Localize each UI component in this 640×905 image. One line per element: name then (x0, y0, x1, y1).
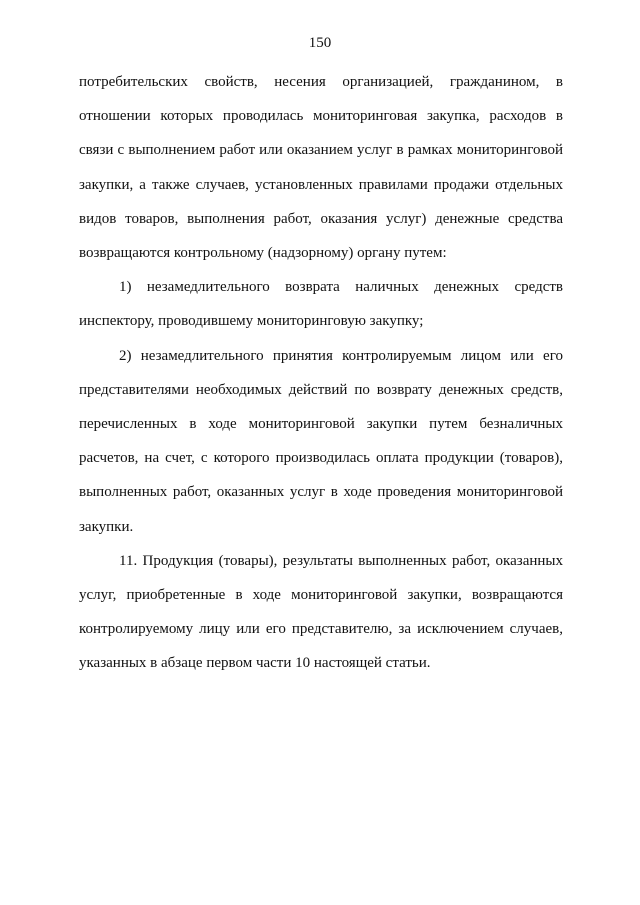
paragraph-section-11: 11. Продукция (товары), результаты выполненных работ, оказанных услуг, приобретенные в ходе мониторинговой закупки, возвращаются контролируемому лицу или его представителю, за исключением случаев, указанных в абзаце первом части 10 настоящей статьи. (79, 552, 563, 672)
paragraph-continuation: потребительских свойств, несения организацией, гражданином, в отношении которых проводилась мониторинговая закупка, расходов в связи с выполнением работ или оказанием услуг в рамках мониторинговой закупки, а также случаев, установленных правилами продажи отдельных видов товаров, выполнения работ, оказания услуг) денежные средства возвращаются контрольному (надзорному) органу путем: (79, 74, 563, 262)
paragraph-item-1: 1) незамедлительного возврата наличных денежных средств инспектору, проводившему мониторинговую закупку; (79, 279, 563, 330)
paragraph-item-2: 2) незамедлительного принятия контролируемым лицом или его представителями необходимых действий по возврату денежных средств, перечисленных в ходе мониторинговой закупки путем безналичных расчетов, на счет, с которого производилась оплата продукции (товаров), выполненных работ, оказанных услуг в ходе проведения мониторинговой закупки. (79, 347, 563, 535)
page-number: 150 (308, 35, 332, 51)
document-body (79, 65, 563, 681)
